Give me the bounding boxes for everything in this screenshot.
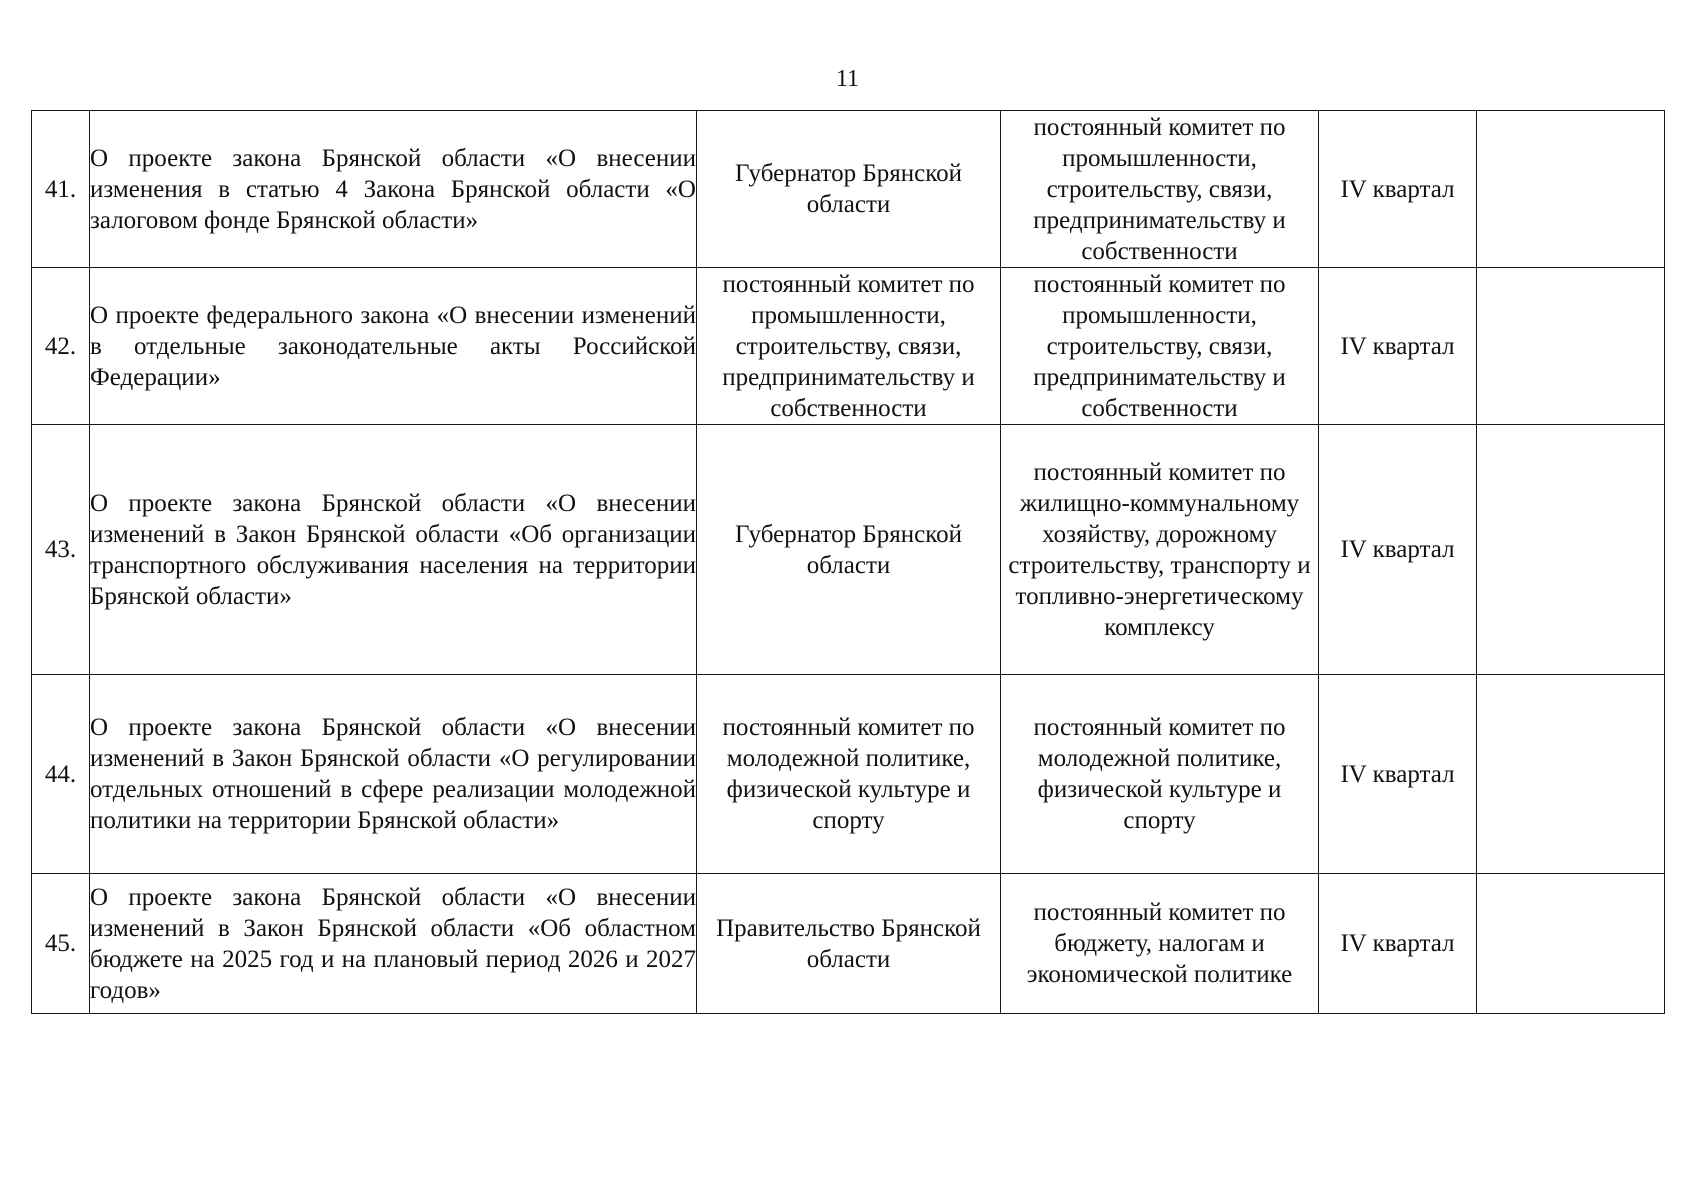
term: IV квартал [1319,675,1477,874]
bill-title: О проекте закона Брянской области «О внесении изменения в статью 4 Закона Брянской области «О залоговом фонде Брянской области» [90,111,697,268]
responsible-committee: постоянный комитет по бюджету, налогам и экономической политике [1001,874,1319,1014]
term: IV квартал [1319,111,1477,268]
initiator: Правительство Брянской области [697,874,1001,1014]
term: IV квартал [1319,268,1477,425]
note-cell [1477,425,1665,675]
table-row [32,268,1665,425]
initiator: Губернатор Брянской области [697,425,1001,675]
table-row [32,874,1665,1014]
row-number: 42. [32,268,90,425]
bill-title: О проекте закона Брянской области «О внесении изменений в Закон Брянской области «Об областном бюджете на 2025 год и на плановый период 2026 и 2027 годов» [90,874,697,1014]
table-row [32,111,1665,268]
bill-title: О проекте закона Брянской области «О внесении изменений в Закон Брянской области «О регулировании отдельных отношений в сфере реализации молодежной политики на территории Брянской области» [90,675,697,874]
responsible-committee: постоянный комитет по промышленности, строительству, связи, предпринимательству и собственности [1001,268,1319,425]
term: IV квартал [1319,425,1477,675]
table-row [32,675,1665,874]
initiator: постоянный комитет по молодежной политике, физической культуре и спорту [697,675,1001,874]
table-row [32,425,1665,675]
row-number: 41. [32,111,90,268]
row-number: 43. [32,425,90,675]
responsible-committee: постоянный комитет по жилищно-коммунальному хозяйству, дорожному строительству, транспорту и топливно-энергетическому комплексу [1001,425,1319,675]
initiator: Губернатор Брянской области [697,111,1001,268]
responsible-committee: постоянный комитет по промышленности, строительству, связи, предпринимательству и собственности [1001,111,1319,268]
term: IV квартал [1319,874,1477,1014]
note-cell [1477,675,1665,874]
bill-title: О проекте закона Брянской области «О внесении изменений в Закон Брянской области «Об организации транспортного обслуживания населения на территории Брянской области» [90,425,697,675]
row-number: 45. [32,874,90,1014]
row-number: 44. [32,675,90,874]
legislative-plan-table [31,110,1665,1014]
page-number: 11 [835,66,860,92]
responsible-committee: постоянный комитет по молодежной политике, физической культуре и спорту [1001,675,1319,874]
bill-title: О проекте федерального закона «О внесении изменений в отдельные законодательные акты Российской Федерации» [90,268,697,425]
initiator: постоянный комитет по промышленности, строительству, связи, предпринимательству и собственности [697,268,1001,425]
note-cell [1477,111,1665,268]
note-cell [1477,268,1665,425]
note-cell [1477,874,1665,1014]
